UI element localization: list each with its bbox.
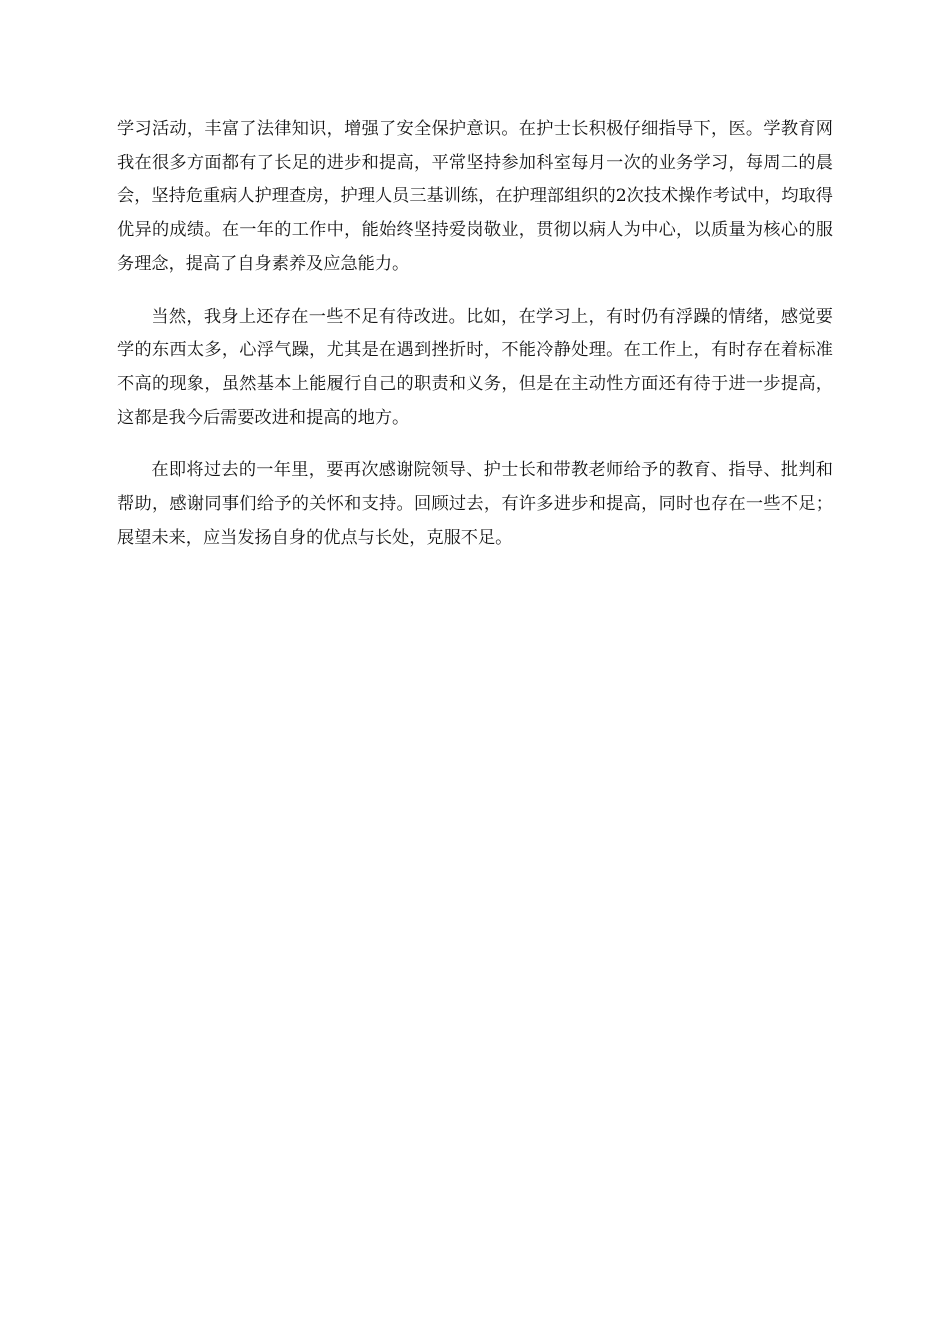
paragraph-2: 当然，我身上还存在一些不足有待改进。比如，在学习上，有时仍有浮躁的情绪，感觉要学的东西太多，心浮气躁，尤其是在遇到挫折时，不能冷静处理。在工作上，有时存在着标准不高的现象，虽然基本上能履行自己的职责和义务，但是在主动性方面还有待于进一步提高，这都是我今后需要改进和提高的地方。	[117, 306, 833, 428]
document-body	[117, 113, 833, 574]
paragraph-3: 在即将过去的一年里，要再次感谢院领导、护士长和带教老师给予的教育、指导、批判和帮助，感谢同事们给予的关怀和支持。回顾过去，有许多进步和提高，同时也存在一些不足；展望未来，应当发扬自身的优点与长处，克服不足。	[117, 460, 833, 548]
paragraph-1: 学习活动，丰富了法律知识，增强了安全保护意识。在护士长积极仔细指导下，医。学教育网我在很多方面都有了长足的进步和提高，平常坚持参加科室每月一次的业务学习，每周二的晨会，坚持危重病人护理查房，护理人员三基训练，在护理部组织的2次技术操作考试中，均取得优异的成绩。在一年的工作中，能始终坚持爱岗敬业，贯彻以病人为中心，以质量为核心的服务理念，提高了自身素养及应急能力。	[117, 119, 833, 274]
